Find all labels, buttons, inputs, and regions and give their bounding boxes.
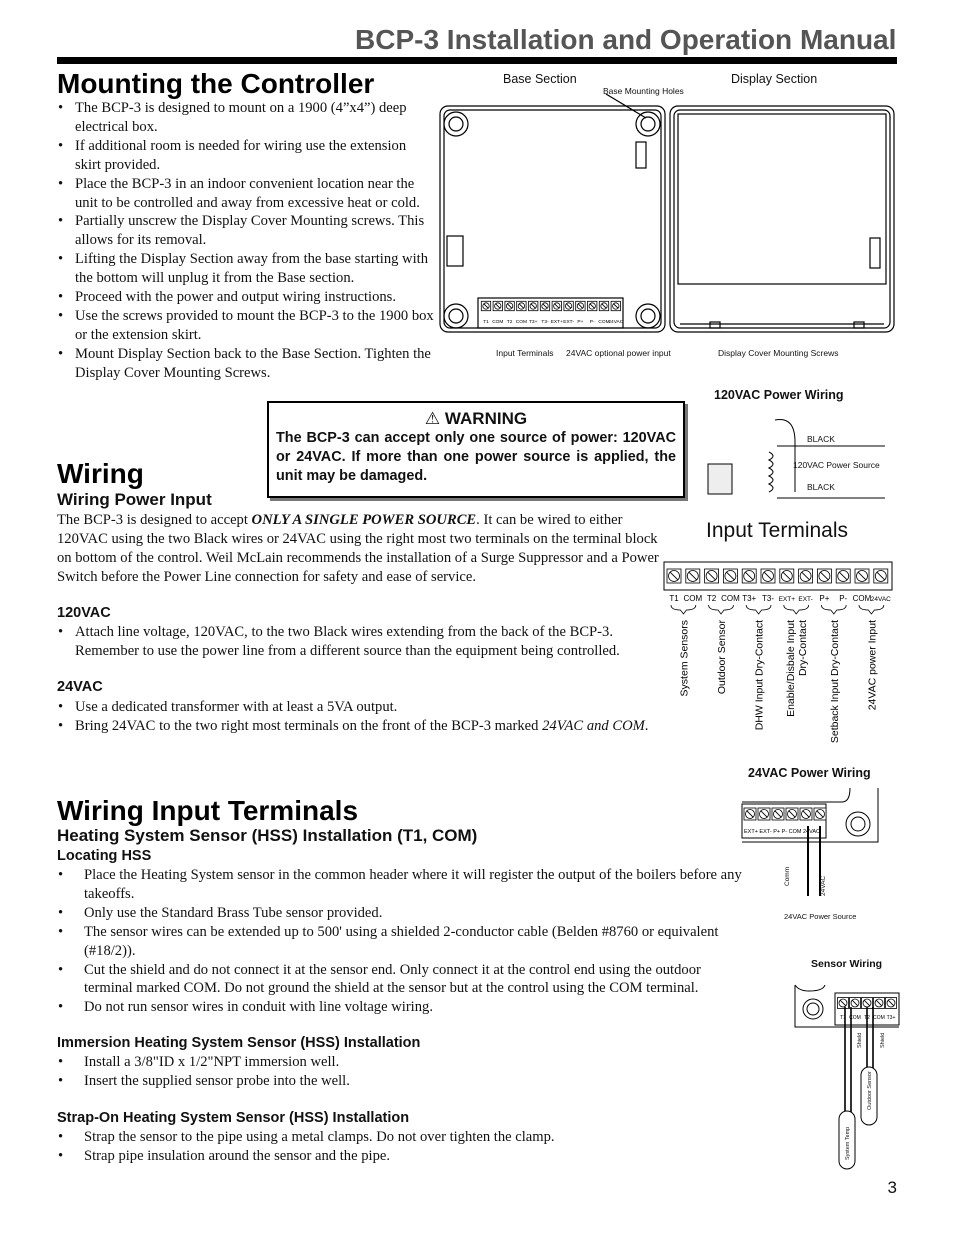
input-terminals-diagram (664, 562, 894, 762)
group-brace (784, 605, 809, 614)
terminal-screw (836, 569, 850, 583)
group-brace (709, 605, 734, 614)
wiring-paragraph (57, 511, 662, 587)
list-item: • The BCP-3 is designed to mount on a 1900 (4”x4”) deep electrical box. (57, 99, 435, 137)
group-label: Enable/Disbale Input (785, 620, 798, 717)
list-item: • Strap the sensor to the pipe using a metal clamps. Do not over tighten the clamp. (57, 1128, 657, 1147)
terminal-screw (838, 998, 849, 1009)
terminal-screw (686, 569, 700, 583)
list-item: • If additional room is needed for wiring use the extension skirt provided. (57, 137, 435, 175)
outdoor-sensor-label: Outdoor Sensor (867, 1071, 873, 1110)
list-item: • The sensor wires can be extended up to 500' using a shielded 2-conductor cable (Belden #8760 or equivalent (#18/2)). (57, 923, 747, 961)
terminal-label: T3- (541, 320, 549, 325)
list-text: Bring 24VAC to the two right most terminals on the front of the BCP-3 marked (75, 717, 543, 734)
locating-list (57, 866, 747, 1017)
vac24-heading: 24VAC (57, 679, 103, 695)
terminal-label: T1 (483, 320, 489, 325)
black-wire-2: BLACK (807, 482, 835, 492)
power-24-diagram (742, 788, 882, 928)
terminal-label: P- (839, 594, 848, 603)
terminal-label: 24VAC (608, 320, 624, 325)
group-label: DHW Input Dry-Contact (753, 620, 766, 731)
fig-24-title: 24VAC Power Wiring (748, 766, 871, 780)
list-item: • Place the BCP-3 in an indoor convenient location near the unit to be controlled and away from excessive heat or cold. (57, 175, 435, 213)
group-label: Outdoor Sensor (716, 620, 728, 695)
list-item: • Lifting the Display Section away from the base starting with the bottom will unplug it from the Base section. (57, 250, 435, 288)
page-number: 3 (887, 1178, 897, 1197)
terminal-label: COM (721, 594, 740, 603)
vac120-list (57, 623, 662, 661)
input-terminals-label: Input Terminals (496, 348, 554, 358)
terminal-label: EXT+ (778, 596, 796, 603)
hss-subheading: Heating System Sensor (HSS) Installation (T1, COM) (57, 826, 478, 845)
terminal-screw (723, 569, 737, 583)
terminal-label: T2 (506, 320, 513, 325)
terminal-screw (529, 301, 538, 310)
terminal-screw (862, 998, 873, 1009)
power-source-120: 120VAC Power Source (793, 460, 880, 470)
terminal-screw (786, 808, 798, 820)
terminal-screw (799, 569, 813, 583)
terminal-screw (874, 998, 885, 1009)
title-rule (57, 57, 897, 64)
terminal-label: T1 (840, 1015, 846, 1021)
list-item: • Insert the supplied sensor probe into the well. (57, 1072, 657, 1091)
vac24-list (57, 698, 657, 736)
immersion-list (57, 1053, 657, 1091)
wiring-heading: Wiring (57, 458, 144, 489)
group-label: System Sensors (678, 620, 691, 697)
terminal-label: EXT- (798, 596, 813, 603)
list-item: • Only use the Standard Brass Tube sensor provided. (57, 904, 747, 923)
terminal-screw (667, 569, 681, 583)
para-emphasis: ONLY A SINGLE POWER SOURCE (251, 512, 477, 528)
comm-wire-label: Comm (784, 866, 791, 886)
terminal-label: COM (849, 1015, 861, 1021)
terminal-label: T1 (669, 594, 679, 603)
terminal-screw (744, 808, 756, 820)
terminal-screw (705, 569, 719, 583)
terminal-label: 24VAC (870, 596, 891, 603)
terminal-label-row: EXT+ EXT- P+ P- COM 24VAC (744, 829, 821, 835)
warning-title: WARNING (444, 409, 528, 428)
terminal-label: T3+ (886, 1015, 896, 1021)
terminal-label: T3- (762, 594, 774, 603)
list-item: • Proceed with the power and output wiring instructions. (57, 288, 435, 307)
base-mounting-holes-label: Base Mounting Holes (603, 86, 684, 96)
mounting-list (57, 99, 435, 383)
terminal-screw (814, 808, 826, 820)
locating-heading: Locating HSS (57, 848, 152, 864)
immersion-heading: Immersion Heating System Sensor (HSS) Installation (57, 1035, 421, 1051)
terminal-screw (850, 998, 861, 1009)
terminal-label: T3+ (528, 320, 538, 325)
group-label: 24VAC power Input (866, 620, 879, 711)
list-item: • Mount Display Section back to the Base Section. Tighten the Display Cover Mounting Screws. (57, 345, 435, 383)
group-label: Dry-Contact (797, 620, 810, 677)
para-text: . It can be wired to either 120VAC using the two Black wires or 24VAC using the right most two terminals on the terminal block on bottom of the control. Weil McLain recommends the installation of a Surge Suppressor and a Power Switch before the Power Line connection for safety and ease of service. (57, 512, 659, 585)
list-item: • Attach line voltage, 120VAC, to the two Black wires extending from the back of the BCP-3. Remember to use the power line from a different source than the equipment being controlled. (57, 623, 662, 661)
terminal-label: COM (598, 320, 610, 325)
shield-label-1: Shield (857, 1032, 863, 1048)
terminal-screw (540, 301, 549, 310)
warning-box (267, 401, 685, 498)
terminal-screw (505, 301, 514, 310)
cover-screws-label: Display Cover Mounting Screws (718, 348, 839, 358)
terminal-screw (517, 301, 526, 310)
terminal-label: COM (683, 594, 703, 603)
terminal-screw (855, 569, 869, 583)
wiring-power-subheading: Wiring Power Input (57, 490, 212, 509)
optional-power-label: 24VAC optional power input (566, 348, 671, 358)
strap-list (57, 1128, 657, 1166)
power-source-24: 24VAC Power Source (784, 912, 857, 921)
base-section-label: Base Section (503, 72, 577, 86)
group-brace (746, 605, 771, 614)
display-section-label: Display Section (731, 72, 818, 86)
terminal-label: P- (589, 320, 595, 325)
manual-title: BCP-3 Installation and Operation Manual (355, 24, 897, 55)
terminal-label: T2 (706, 594, 717, 603)
terminal-screw (758, 808, 770, 820)
terminal-screw (576, 301, 585, 310)
terminal-label: T2 (864, 1015, 870, 1021)
terminal-screw (772, 808, 784, 820)
terminal-screw (874, 569, 888, 583)
warning-body: The BCP-3 can accept only one source of power: 120VAC or 24VAC. If more than one power source is applied, the unit may be damaged. (276, 430, 676, 484)
terminal-screw (552, 301, 561, 310)
vac120-heading: 120VAC (57, 605, 111, 621)
list-item: • Place the Heating System sensor in the common header where it will register the output of the boilers before any takeoffs. (57, 866, 747, 904)
shield-label-2: Shield (880, 1032, 886, 1048)
list-text: . (644, 717, 649, 734)
list-item: • Use the screws provided to mount the BCP-3 to the 1900 box or the extension skirt. (57, 307, 435, 345)
group-brace (859, 605, 884, 614)
terminal-label: COM (515, 320, 528, 325)
terminal-screw (817, 569, 831, 583)
terminal-label: COM (492, 320, 504, 325)
fig-120-title: 120VAC Power Wiring (714, 388, 844, 402)
terminal-screw (493, 301, 502, 310)
terminal-label: P+ (819, 594, 830, 603)
list-item: • Partially unscrew the Display Cover Mounting screws. This allows for its removal. (57, 212, 435, 250)
strap-heading: Strap-On Heating System Sensor (HSS) Installation (57, 1110, 410, 1126)
mounting-heading: Mounting the Controller (57, 68, 375, 99)
list-emphasis: 24VAC and COM (542, 717, 645, 734)
terminal-screw (481, 301, 490, 310)
list-item (57, 717, 657, 736)
warning-icon: ⚠ (424, 409, 441, 428)
group-brace (671, 605, 696, 614)
terminal-screw (886, 998, 897, 1009)
list-item: • Use a dedicated transformer with at least a 5VA output. (57, 698, 657, 717)
list-item: • Cut the shield and do not connect it at the sensor end. Only connect it at the control end using the outdoor terminal marked COM. Do not ground the shield at the sensor but at the control using the COM terminal. (57, 961, 747, 999)
black-wire-1: BLACK (807, 434, 835, 444)
terminal-screw (599, 301, 608, 310)
input-terminals-heading: Input Terminals (706, 519, 849, 542)
terminal-label: EXT+ (550, 320, 563, 325)
group-label: Setback Input Dry-Contact (828, 620, 841, 744)
para-text: The BCP-3 is designed to accept (57, 512, 252, 528)
terminal-label: EXT- (563, 320, 574, 325)
terminal-screw (761, 569, 775, 583)
controller-mounting-diagram (438, 96, 898, 336)
wiring-inputs-heading: Wiring Input Terminals (57, 795, 359, 826)
terminal-label: P+ (577, 320, 584, 325)
terminal-screw (564, 301, 573, 310)
terminal-screw (611, 301, 620, 310)
list-item: • Do not run sensor wires in conduit with line voltage wiring. (57, 998, 747, 1017)
terminal-screw (588, 301, 597, 310)
terminal-label: COM (852, 594, 872, 603)
terminal-screw (800, 808, 812, 820)
terminal-label: T3+ (742, 594, 757, 603)
terminal-label: COM (873, 1015, 885, 1021)
vac24-wire-label: 24VAC (820, 875, 827, 896)
terminal-screw (780, 569, 794, 583)
list-item: • Strap pipe insulation around the sensor and the pipe. (57, 1147, 657, 1166)
system-temp-label: System Temp (845, 1126, 851, 1160)
list-item: • Install a 3/8"ID x 1/2"NPT immersion well. (57, 1053, 657, 1072)
terminal-screw (742, 569, 756, 583)
group-brace (821, 605, 846, 614)
fig-sensor-title: Sensor Wiring (811, 958, 883, 970)
